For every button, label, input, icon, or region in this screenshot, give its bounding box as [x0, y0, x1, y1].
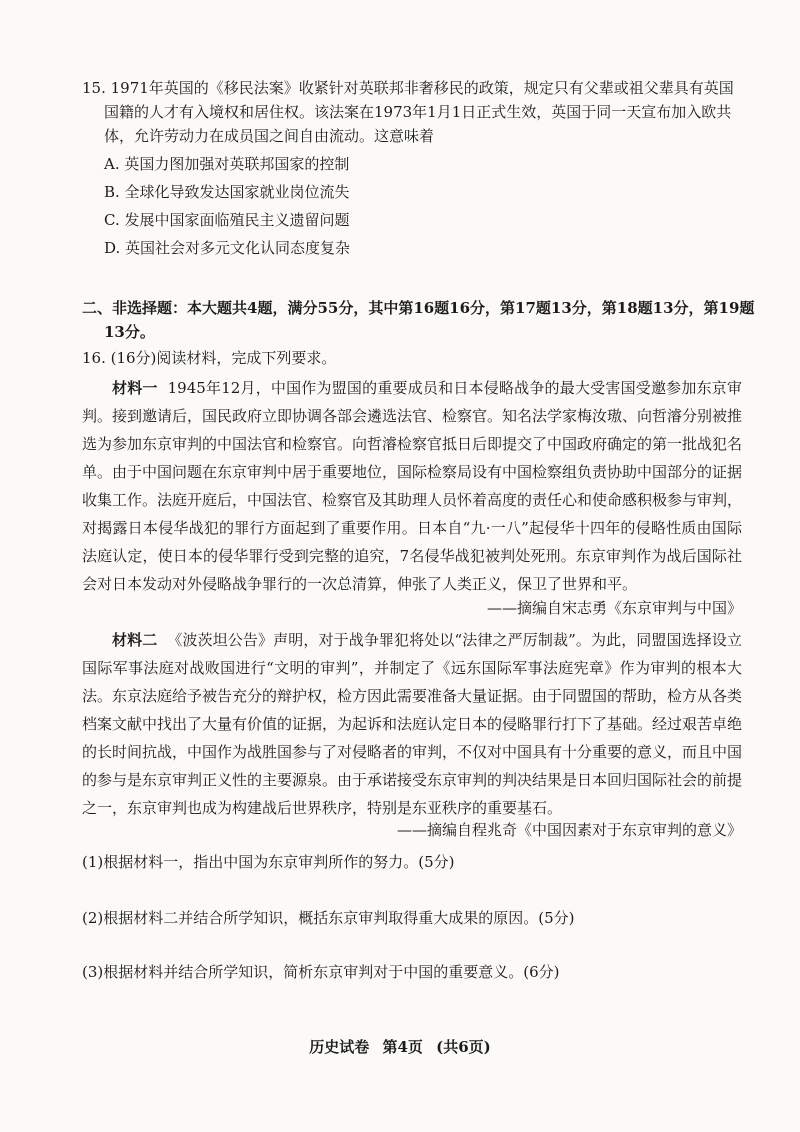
material-1-text: 1945年12月，中国作为盟国的重要成员和日本侵略战争的最大受害国受邀参加东京审判。接到邀请后，国民政府立即协调各部会遴选法官、检察官。知名法学家梅汝璈、向哲濬分别被推选为参加东京审判的中国法官和检察官。向哲濬检察官抵日后即提交了中国政府确定的第一批战犯名单。由于中国问题在东京审判中居于重要地位，国际检察局设有中国检察组负责协助中国部分的证据收集工作。法庭开庭后，中国法官、检察官及其助理人员怀着高度的责任心和使命感积极参与审判，对揭露日本侵华战犯的罪行方面起到了重要作用。日本自“九·一八”起侵华十四年的侵略性质由国际法庭认定，使日本的侵华罪行受到完整的追究，7名侵华战犯被判处死刑。东京审判作为战后国际社会对日本发动对外侵略战争罪行的一次总清算，伸张了人类正义，保卫了世界和平。	[82, 379, 743, 593]
material-1-label: 材料一	[112, 379, 158, 397]
page-footer	[0, 1036, 800, 1057]
material-1-source: ——摘编自宋志勇《东京审判与中国》	[486, 599, 742, 617]
footer-page-number: 第4页	[382, 1038, 423, 1056]
material-2-text: 《波茨坦公告》声明，对于战争罪犯将处以“法律之严厉制裁”。为此，同盟国选择设立国际军事法庭对战败国进行“文明的审判”，并制定了《远东国际军事法庭宪章》作为审判的根本大法。东京法庭给予被告充分的辩护权，检方因此需要准备大量证据。由于同盟国的帮助，检方从各类档案文献中找出了大量有价值的证据，为起诉和法庭认定日本的侵略罪行打下了基础。经过艰苦卓绝的长时间抗战，中国作为战胜国参与了对侵略者的审判，不仅对中国具有十分重要的意义，而且中国的参与是东京审判正义性的主要源泉。由于承诺接受东京审判的判决结果是日本回归国际社会的前提之一，东京审判也成为构建战后世界秩序，特别是东亚秩序的重要基石。	[82, 631, 743, 817]
sub-question-3: (3)根据材料并结合所学知识，简析东京审判对于中国的重要意义。(6分)	[82, 963, 560, 981]
option-d: D. 英国社会对多元文化认同态度复杂	[104, 239, 351, 257]
material-2-source: ——摘编自程兆奇《中国因素对于东京审判的意义》	[396, 821, 742, 839]
footer-subject: 历史试卷	[309, 1038, 370, 1056]
question-15	[82, 76, 742, 260]
option-a: A. 英国力图加强对英联邦国家的控制	[104, 155, 350, 173]
option-b: B. 全球化导致发达国家就业岗位流失	[104, 183, 350, 201]
material-1	[82, 374, 742, 598]
question-16-heading: 16. (16分)阅读材料，完成下列要求。	[82, 349, 337, 367]
material-2-label: 材料二	[112, 631, 158, 649]
option-c: C. 发展中国家面临殖民主义遗留问题	[104, 211, 350, 229]
question-15-stem: 15. 1971年英国的《移民法案》收紧针对英联邦非奢移民的政策，规定只有父辈或祖父辈具有英国国籍的人才有入境权和居住权。该法案在1973年1月1日正式生效，英国于同一天宣布加入欧共体，允许劳动力在成员国之间自由流动。这意味着	[82, 79, 734, 145]
material-2	[82, 626, 742, 822]
section-2-heading: 二、非选择题：本大题共4题，满分55分，其中第16题16分，第17题13分，第18题13分，第19题13分。	[82, 299, 755, 341]
footer-total-pages: (共6页)	[436, 1038, 491, 1056]
sub-question-2: (2)根据材料二并结合所学知识，概括东京审判取得重大成果的原因。(5分)	[82, 909, 575, 927]
sub-question-1: (1)根据材料一，指出中国为东京审判所作的努力。(5分)	[82, 853, 455, 871]
